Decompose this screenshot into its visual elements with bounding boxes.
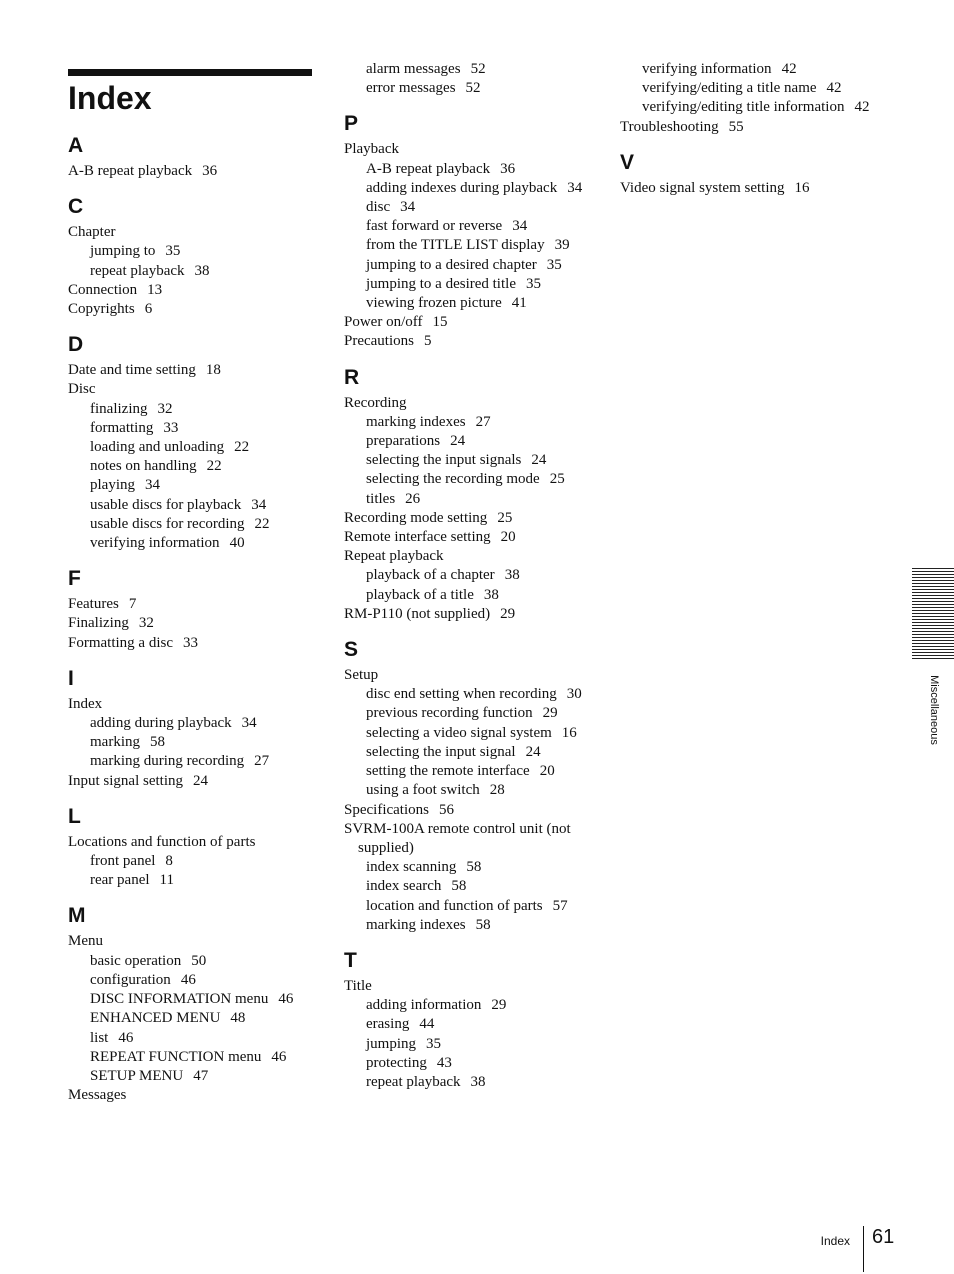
index-subentry xyxy=(68,496,318,515)
index-subentry xyxy=(620,79,870,98)
entry-page-number: 32 xyxy=(138,615,154,632)
index-section xyxy=(344,364,604,624)
entry-text: preparations xyxy=(366,433,441,450)
index-entry xyxy=(620,179,870,198)
index-column-2 xyxy=(344,60,604,1104)
index-subentry xyxy=(68,1048,318,1067)
index-section xyxy=(344,60,604,98)
entry-text: Menu xyxy=(68,933,103,950)
index-section xyxy=(620,149,870,198)
entry-text: Specifications xyxy=(344,801,429,818)
entry-page-number: 25 xyxy=(549,471,565,488)
entry-page-number: 36 xyxy=(202,163,218,179)
index-entry xyxy=(344,547,604,566)
section-letter: T xyxy=(344,948,357,972)
entry-text: SETUP MENU xyxy=(90,1067,184,1084)
entry-page-number: 39 xyxy=(554,237,570,254)
index-subentry xyxy=(68,952,318,971)
entry-page-number: 38 xyxy=(483,586,499,603)
index-entry xyxy=(68,634,318,653)
entry-text: Formatting a disc xyxy=(68,634,173,651)
index-subentry xyxy=(344,586,604,605)
index-subentry xyxy=(344,781,604,800)
footer-label: Index xyxy=(820,1234,850,1248)
entry-text: repeat playback xyxy=(366,1073,461,1090)
index-subentry xyxy=(344,160,604,179)
entry-text: alarm messages xyxy=(366,61,461,77)
entry-text: viewing frozen picture xyxy=(366,295,502,312)
entry-text: formatting xyxy=(90,419,154,436)
entry-page-number: 26 xyxy=(405,490,421,507)
entry-text: setting the remote interface xyxy=(366,763,530,780)
entry-text: disc end setting when recording xyxy=(366,686,557,703)
index-subentry xyxy=(344,490,604,509)
entry-text: A-B repeat playback xyxy=(366,160,491,177)
index-subentry xyxy=(344,1015,604,1034)
index-subentry xyxy=(344,685,604,704)
entry-page-number: 41 xyxy=(511,295,527,312)
entry-page-number: 22 xyxy=(206,458,222,475)
entry-page-number: 34 xyxy=(400,199,416,216)
index-subentry xyxy=(344,451,604,470)
index-entry xyxy=(344,313,604,332)
index-entry xyxy=(344,528,604,547)
entry-text: index search xyxy=(366,878,442,895)
entry-page-number: 58 xyxy=(150,734,165,751)
index-subentry xyxy=(344,413,604,432)
entry-page-number: 34 xyxy=(567,179,583,196)
index-column-1 xyxy=(68,60,318,1117)
index-entry xyxy=(344,820,604,858)
entry-text: rear panel xyxy=(90,872,150,889)
index-column-3 xyxy=(620,60,870,210)
entry-page-number: 20 xyxy=(500,529,516,546)
entry-page-number: 42 xyxy=(854,99,870,116)
entry-page-number: 35 xyxy=(165,243,181,260)
entry-text: finalizing xyxy=(90,400,148,417)
entry-text: location and function of parts xyxy=(366,897,543,914)
index-entry xyxy=(344,509,604,528)
entry-text: Title xyxy=(344,977,372,994)
entry-text: Locations and function of parts xyxy=(68,833,256,850)
entry-text: list xyxy=(90,1029,109,1046)
entry-text: DISC INFORMATION menu xyxy=(90,991,269,1008)
entry-text: Power on/off xyxy=(344,314,423,331)
entry-page-number: 8 xyxy=(165,853,173,870)
entry-page-number: 24 xyxy=(531,452,547,469)
entry-page-number: 34 xyxy=(512,218,528,235)
title-rule xyxy=(68,69,312,76)
entry-page-number: 35 xyxy=(426,1035,442,1052)
entry-page-number: 52 xyxy=(465,80,481,97)
section-letter: M xyxy=(68,904,86,928)
entry-page-number: 32 xyxy=(157,400,173,417)
index-entry xyxy=(68,772,318,791)
index-subentry xyxy=(344,724,604,743)
entry-text: Disc xyxy=(68,381,96,398)
entry-text: configuration xyxy=(90,971,171,988)
entry-page-number: 58 xyxy=(466,859,482,876)
index-subentry xyxy=(344,275,604,294)
entry-text: marking indexes xyxy=(366,413,466,430)
entry-text: basic operation xyxy=(90,952,182,969)
page-title: Index xyxy=(68,80,152,116)
entry-text: Troubleshooting xyxy=(620,118,719,135)
index-section xyxy=(344,947,604,1092)
entry-text: Features xyxy=(68,596,119,613)
entry-page-number: 25 xyxy=(497,509,513,526)
entry-page-number: 34 xyxy=(251,496,267,513)
chapter-thumb-tab xyxy=(912,568,954,660)
entry-text: error messages xyxy=(366,80,456,97)
entry-page-number: 33 xyxy=(163,419,179,436)
entry-page-number: 43 xyxy=(436,1054,452,1071)
index-subentry xyxy=(344,1035,604,1054)
section-letter: I xyxy=(68,666,74,690)
index-subentry xyxy=(68,457,318,476)
index-subentry xyxy=(344,996,604,1015)
entry-text: Remote interface setting xyxy=(344,529,491,546)
entry-page-number: 36 xyxy=(500,160,516,177)
entry-text: jumping xyxy=(366,1035,417,1052)
entry-text: jumping to a desired title xyxy=(366,275,516,292)
index-entry xyxy=(68,932,318,951)
section-letter: D xyxy=(68,333,84,357)
section-letter: S xyxy=(344,638,359,662)
entry-page-number: 34 xyxy=(241,715,257,732)
entry-text: verifying information xyxy=(642,61,772,77)
index-entry xyxy=(68,223,318,242)
entry-text: Playback xyxy=(344,141,399,158)
index-subentry xyxy=(344,198,604,217)
entry-text: protecting xyxy=(366,1054,427,1071)
entry-text: Connection xyxy=(68,281,138,298)
entry-page-number: 22 xyxy=(234,439,250,456)
index-subentry xyxy=(68,438,318,457)
entry-page-number: 46 xyxy=(278,991,294,1008)
entry-page-number: 16 xyxy=(561,724,577,741)
index-subentry xyxy=(344,60,604,79)
index-subentry xyxy=(68,242,318,261)
entry-page-number: 58 xyxy=(475,916,491,933)
entry-page-number: 29 xyxy=(491,997,507,1014)
footer-divider xyxy=(863,1226,864,1272)
index-subentry xyxy=(68,752,318,771)
entry-text: ENHANCED MENU xyxy=(90,1010,221,1027)
entry-text: playback of a chapter xyxy=(366,567,495,584)
entry-text: previous recording function xyxy=(366,705,533,722)
index-section xyxy=(68,193,318,319)
entry-text: verifying/editing a title name xyxy=(642,80,817,97)
entry-page-number: 28 xyxy=(489,782,505,799)
entry-text: selecting the input signals xyxy=(366,452,522,469)
index-section xyxy=(68,902,318,1105)
index-subentry xyxy=(344,762,604,781)
index-subentry xyxy=(344,1073,604,1092)
entry-page-number: 57 xyxy=(552,897,568,914)
index-subentry xyxy=(344,916,604,935)
index-entry xyxy=(344,394,604,413)
entry-page-number: 24 xyxy=(450,433,466,450)
index-entry xyxy=(68,595,318,614)
entry-text: Repeat playback xyxy=(344,548,444,565)
entry-text: selecting the recording mode xyxy=(366,471,540,488)
index-subentry xyxy=(68,971,318,990)
entry-page-number: 34 xyxy=(145,477,160,494)
index-entry xyxy=(68,380,318,399)
entry-page-number: 46 xyxy=(118,1029,134,1046)
section-letter: A xyxy=(68,134,84,157)
index-section xyxy=(344,110,604,351)
entry-page-number: 29 xyxy=(500,605,516,622)
entry-page-number: 33 xyxy=(183,634,198,651)
entry-text: Input signal setting xyxy=(68,772,183,789)
entry-text: Recording mode setting xyxy=(344,509,488,526)
index-entry xyxy=(68,281,318,300)
index-section xyxy=(68,132,318,181)
section-letter: R xyxy=(344,365,360,389)
entry-text: Precautions xyxy=(344,333,414,350)
index-entry xyxy=(68,162,318,181)
entry-text: repeat playback xyxy=(90,262,185,279)
entry-page-number: 38 xyxy=(194,262,210,279)
entry-text: playback of a title xyxy=(366,586,474,603)
index-subentry xyxy=(68,1009,318,1028)
index-subentry xyxy=(68,1067,318,1086)
index-subentry xyxy=(344,179,604,198)
index-subentry xyxy=(344,897,604,916)
entry-text: fast forward or reverse xyxy=(366,218,503,235)
entry-text: SVRM-100A remote control unit (not supplied) xyxy=(344,820,571,856)
entry-page-number: 22 xyxy=(254,515,270,532)
index-entry xyxy=(620,118,870,137)
entry-page-number: 40 xyxy=(229,535,245,552)
index-entry xyxy=(68,695,318,714)
entry-text: playing xyxy=(90,477,135,494)
entry-text: verifying information xyxy=(90,535,220,552)
entry-page-number: 48 xyxy=(230,1010,246,1027)
entry-text: jumping to a desired chapter xyxy=(366,256,537,273)
index-subentry xyxy=(68,476,318,495)
entry-text: verifying/editing title information xyxy=(642,99,845,116)
index-subentry xyxy=(620,60,870,79)
entry-page-number: 27 xyxy=(475,413,491,430)
entry-page-number: 24 xyxy=(525,743,541,760)
index-entry xyxy=(68,361,318,380)
entry-text: titles xyxy=(366,490,396,507)
page-number: 61 xyxy=(872,1226,895,1248)
index-subentry xyxy=(344,217,604,236)
entry-text: Video signal system setting xyxy=(620,179,785,196)
entry-text: RM-P110 (not supplied) xyxy=(344,605,491,622)
index-section xyxy=(68,665,318,791)
entry-page-number: 5 xyxy=(423,333,432,350)
index-subentry xyxy=(344,566,604,585)
entry-page-number: 42 xyxy=(826,80,842,97)
entry-text: Date and time setting xyxy=(68,362,196,379)
entry-text: using a foot switch xyxy=(366,782,480,799)
index-subentry xyxy=(68,714,318,733)
entry-text: marking xyxy=(90,734,140,751)
entry-text: front panel xyxy=(90,853,156,870)
entry-text: usable discs for recording xyxy=(90,515,245,532)
side-tab-label: Miscellaneous xyxy=(928,675,940,745)
entry-text: loading and unloading xyxy=(90,439,225,456)
index-subentry xyxy=(68,419,318,438)
entry-page-number: 50 xyxy=(191,952,207,969)
index-entry xyxy=(344,605,604,624)
index-subentry xyxy=(344,743,604,762)
entry-page-number: 24 xyxy=(193,772,208,789)
entry-page-number: 11 xyxy=(159,872,174,889)
index-subentry xyxy=(344,877,604,896)
entry-page-number: 30 xyxy=(566,686,582,703)
entry-text: Finalizing xyxy=(68,615,129,632)
entry-text: adding indexes during playback xyxy=(366,179,558,196)
section-letter: C xyxy=(68,195,84,219)
entry-page-number: 27 xyxy=(254,753,270,770)
section-letter: L xyxy=(68,804,81,828)
entry-text: A-B repeat playback xyxy=(68,163,193,179)
index-subentry xyxy=(68,1029,318,1048)
index-subentry xyxy=(344,294,604,313)
entry-page-number: 46 xyxy=(271,1048,287,1065)
index-entry xyxy=(68,833,318,852)
entry-text: REPEAT FUNCTION menu xyxy=(90,1048,262,1065)
index-subentry xyxy=(344,704,604,723)
index-subentry xyxy=(344,470,604,489)
entry-page-number: 16 xyxy=(794,179,810,196)
entry-text: selecting the input signal xyxy=(366,743,516,760)
entry-page-number: 46 xyxy=(180,971,196,988)
entry-page-number: 44 xyxy=(419,1016,435,1033)
entry-page-number: 35 xyxy=(546,256,562,273)
entry-text: from the TITLE LIST display xyxy=(366,237,545,254)
entry-text: usable discs for playback xyxy=(90,496,242,513)
entry-page-number: 42 xyxy=(781,61,797,77)
entry-page-number: 38 xyxy=(504,567,520,584)
entry-page-number: 6 xyxy=(144,301,153,318)
entry-text: adding during playback xyxy=(90,715,232,732)
entry-text: jumping to xyxy=(90,243,156,260)
index-entry xyxy=(344,140,604,159)
entry-text: Index xyxy=(68,695,103,712)
entry-text: Copyrights xyxy=(68,301,135,318)
index-subentry xyxy=(68,733,318,752)
entry-page-number: 52 xyxy=(470,61,486,77)
index-entry xyxy=(344,332,604,351)
index-section xyxy=(344,636,604,935)
entry-page-number: 13 xyxy=(147,281,163,298)
entry-page-number: 38 xyxy=(470,1073,486,1090)
entry-text: marking indexes xyxy=(366,916,466,933)
entry-text: marking during recording xyxy=(90,753,245,770)
index-subentry xyxy=(344,432,604,451)
index-entry xyxy=(68,1086,318,1105)
index-section xyxy=(68,803,318,891)
entry-page-number: 15 xyxy=(432,314,448,331)
entry-text: index scanning xyxy=(366,859,457,876)
index-subentry xyxy=(344,256,604,275)
index-section xyxy=(620,60,870,137)
entry-text: Chapter xyxy=(68,224,116,241)
index-entry xyxy=(344,666,604,685)
index-subentry xyxy=(68,534,318,553)
index-entry xyxy=(344,977,604,996)
section-letter: V xyxy=(620,150,635,174)
entry-page-number: 18 xyxy=(205,362,221,379)
entry-text: Setup xyxy=(344,667,379,684)
entry-page-number: 47 xyxy=(193,1067,209,1084)
entry-text: selecting a video signal system xyxy=(366,724,552,741)
entry-text: adding information xyxy=(366,997,482,1014)
index-subentry xyxy=(68,515,318,534)
index-subentry xyxy=(344,858,604,877)
index-subentry xyxy=(68,262,318,281)
entry-page-number: 35 xyxy=(525,275,541,292)
section-letter: P xyxy=(344,112,359,136)
entry-page-number: 58 xyxy=(451,878,467,895)
entry-text: Messages xyxy=(68,1087,127,1104)
index-entry xyxy=(68,614,318,633)
entry-page-number: 56 xyxy=(438,801,454,818)
index-subentry xyxy=(68,871,318,890)
entry-text: disc xyxy=(366,199,391,216)
entry-page-number: 20 xyxy=(539,763,555,780)
section-letter: F xyxy=(68,567,81,591)
entry-text: Recording xyxy=(344,394,407,411)
entry-page-number: 7 xyxy=(128,596,137,613)
index-subentry xyxy=(68,990,318,1009)
index-subentry xyxy=(620,98,870,117)
entry-text: notes on handling xyxy=(90,458,197,475)
index-section xyxy=(68,565,318,653)
index-subentry xyxy=(344,79,604,98)
entry-page-number: 55 xyxy=(728,118,744,135)
index-subentry xyxy=(68,852,318,871)
index-subentry xyxy=(344,1054,604,1073)
index-entry xyxy=(344,801,604,820)
index-section xyxy=(68,331,318,553)
index-entry xyxy=(68,300,318,319)
index-subentry xyxy=(68,400,318,419)
index-subentry xyxy=(344,236,604,255)
entry-text: erasing xyxy=(366,1016,410,1033)
entry-page-number: 29 xyxy=(542,705,558,722)
